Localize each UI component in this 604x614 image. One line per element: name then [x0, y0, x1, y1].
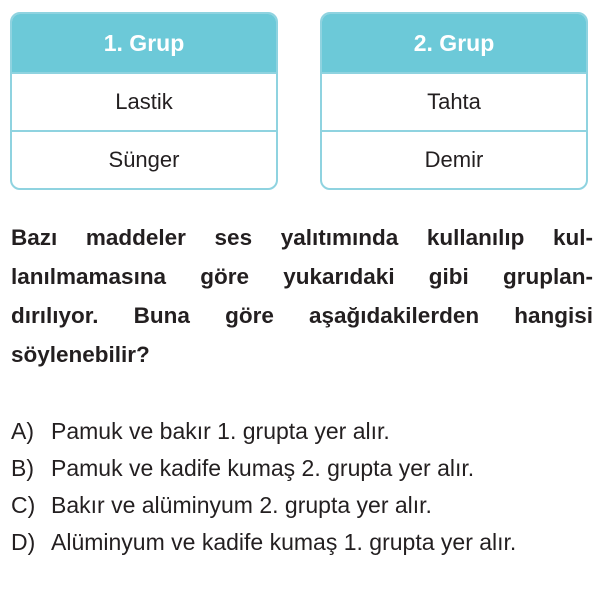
group-2-item: Tahta [322, 72, 586, 130]
group-1-header: 1. Grup [12, 14, 276, 72]
question-line: Bazı maddeler ses yalıtımında kullanılıp kul- [11, 225, 593, 250]
question-line: söylenebilir? [11, 342, 150, 367]
option-letter: A) [11, 418, 34, 444]
group-1-table [10, 12, 278, 190]
option-c[interactable] [11, 487, 595, 524]
option-d[interactable] [11, 524, 595, 561]
option-b[interactable] [11, 450, 595, 487]
question-text [11, 218, 593, 374]
option-text: Bakır ve alüminyum 2. grupta yer alır. [51, 492, 432, 518]
question-line: lanılmamasına göre yukarıdaki gibi gruplan- [11, 264, 593, 289]
group-1-item: Lastik [12, 72, 276, 130]
group-1-item: Sünger [12, 130, 276, 188]
group-2-header: 2. Grup [322, 14, 586, 72]
option-a[interactable] [11, 413, 595, 450]
option-letter: D) [11, 529, 36, 555]
option-text: Alüminyum ve kadife kumaş 1. grupta yer alır. [51, 529, 517, 555]
group-2-table [320, 12, 588, 190]
group-2-item: Demir [322, 130, 586, 188]
option-letter: B) [11, 455, 34, 481]
answer-options [11, 413, 595, 561]
question-line: dırılıyor. Buna göre aşağıdakilerden hangisi [11, 303, 593, 328]
option-text: Pamuk ve bakır 1. grupta yer alır. [51, 418, 390, 444]
option-text: Pamuk ve kadife kumaş 2. grupta yer alır. [51, 455, 475, 481]
option-letter: C) [11, 492, 36, 518]
